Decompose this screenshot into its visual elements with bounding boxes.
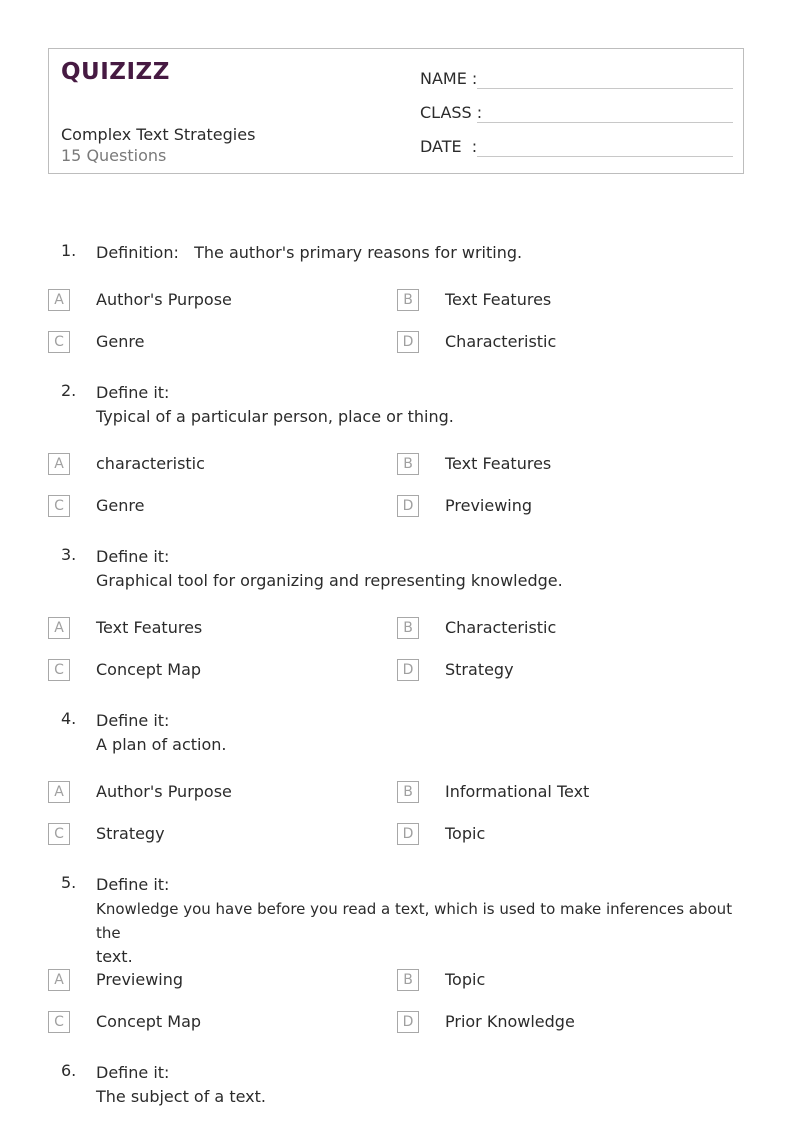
worksheet-title: Complex Text Strategies xyxy=(61,125,256,144)
quizizz-logo: QUIZIZZ xyxy=(61,59,170,85)
option-text: Topic xyxy=(445,824,486,843)
option-letter-box: B xyxy=(397,453,419,475)
question-number: 4. xyxy=(61,709,77,728)
question-line: Define it: xyxy=(96,1063,170,1082)
option-letter-box: B xyxy=(397,289,419,311)
question-number: 3. xyxy=(61,545,77,564)
option-letter-box: A xyxy=(48,453,70,475)
option-text: Informational Text xyxy=(445,782,590,801)
class-line[interactable] xyxy=(477,122,733,123)
class-label: CLASS : xyxy=(420,103,483,122)
date-label: DATE : xyxy=(420,137,478,156)
worksheet-header xyxy=(48,48,744,174)
question-line: Graphical tool for organizing and representing knowledge. xyxy=(96,571,563,590)
option-letter-box: C xyxy=(48,331,70,353)
name-line[interactable] xyxy=(477,88,733,89)
question-number: 5. xyxy=(61,873,77,892)
question-text xyxy=(96,545,746,593)
question-line: Typical of a particular person, place or thing. xyxy=(96,407,454,426)
option-letter-box: B xyxy=(397,781,419,803)
option-letter-box: C xyxy=(48,659,70,681)
question-line: The subject of a text. xyxy=(96,1087,266,1106)
option-text: Concept Map xyxy=(96,1012,202,1031)
option-text: Characteristic xyxy=(445,618,557,637)
name-label: NAME : xyxy=(420,69,478,88)
option-text: Author's Purpose xyxy=(96,782,232,801)
option-letter-box: C xyxy=(48,823,70,845)
question-text xyxy=(96,241,746,265)
question-text xyxy=(96,873,746,969)
option-letter-box: D xyxy=(397,659,419,681)
option-letter-box: C xyxy=(48,1011,70,1033)
question-line: Definition: The author's primary reasons for writing. xyxy=(96,243,523,262)
option-letter-box: B xyxy=(397,969,419,991)
option-text: Strategy xyxy=(445,660,514,679)
question-text xyxy=(96,1061,746,1109)
question-line: Define it: xyxy=(96,547,170,566)
option-letter-box: A xyxy=(48,781,70,803)
date-line[interactable] xyxy=(477,156,733,157)
option-text: Genre xyxy=(96,332,145,351)
option-text: Strategy xyxy=(96,824,165,843)
option-text: Text Features xyxy=(445,454,552,473)
option-letter-box: A xyxy=(48,969,70,991)
option-letter-box: C xyxy=(48,495,70,517)
option-text: Author's Purpose xyxy=(96,290,232,309)
option-text: Text Features xyxy=(96,618,203,637)
option-text: Characteristic xyxy=(445,332,557,351)
option-letter-box: B xyxy=(397,617,419,639)
question-line: text. xyxy=(96,947,133,966)
question-text xyxy=(96,709,746,757)
question-text xyxy=(96,381,746,429)
option-letter-box: D xyxy=(397,1011,419,1033)
question-number: 6. xyxy=(61,1061,77,1080)
option-text: Previewing xyxy=(445,496,533,515)
option-text: Text Features xyxy=(445,290,552,309)
option-letter-box: D xyxy=(397,331,419,353)
question-number: 1. xyxy=(61,241,77,260)
option-letter-box: A xyxy=(48,617,70,639)
option-text: Prior Knowledge xyxy=(445,1012,575,1031)
option-letter-box: A xyxy=(48,289,70,311)
option-text: Concept Map xyxy=(96,660,202,679)
option-letter-box: D xyxy=(397,823,419,845)
question-line: Define it: xyxy=(96,383,170,402)
option-text: characteristic xyxy=(96,454,205,473)
question-number: 2. xyxy=(61,381,77,400)
question-line: Define it: xyxy=(96,875,170,894)
question-line: Knowledge you have before you read a text, which is used to make inferences about the xyxy=(96,900,737,942)
option-text: Topic xyxy=(445,970,486,989)
question-line: A plan of action. xyxy=(96,735,227,754)
question-count: 15 Questions xyxy=(61,146,167,165)
question-line: Define it: xyxy=(96,711,170,730)
option-text: Previewing xyxy=(96,970,184,989)
option-letter-box: D xyxy=(397,495,419,517)
option-text: Genre xyxy=(96,496,145,515)
